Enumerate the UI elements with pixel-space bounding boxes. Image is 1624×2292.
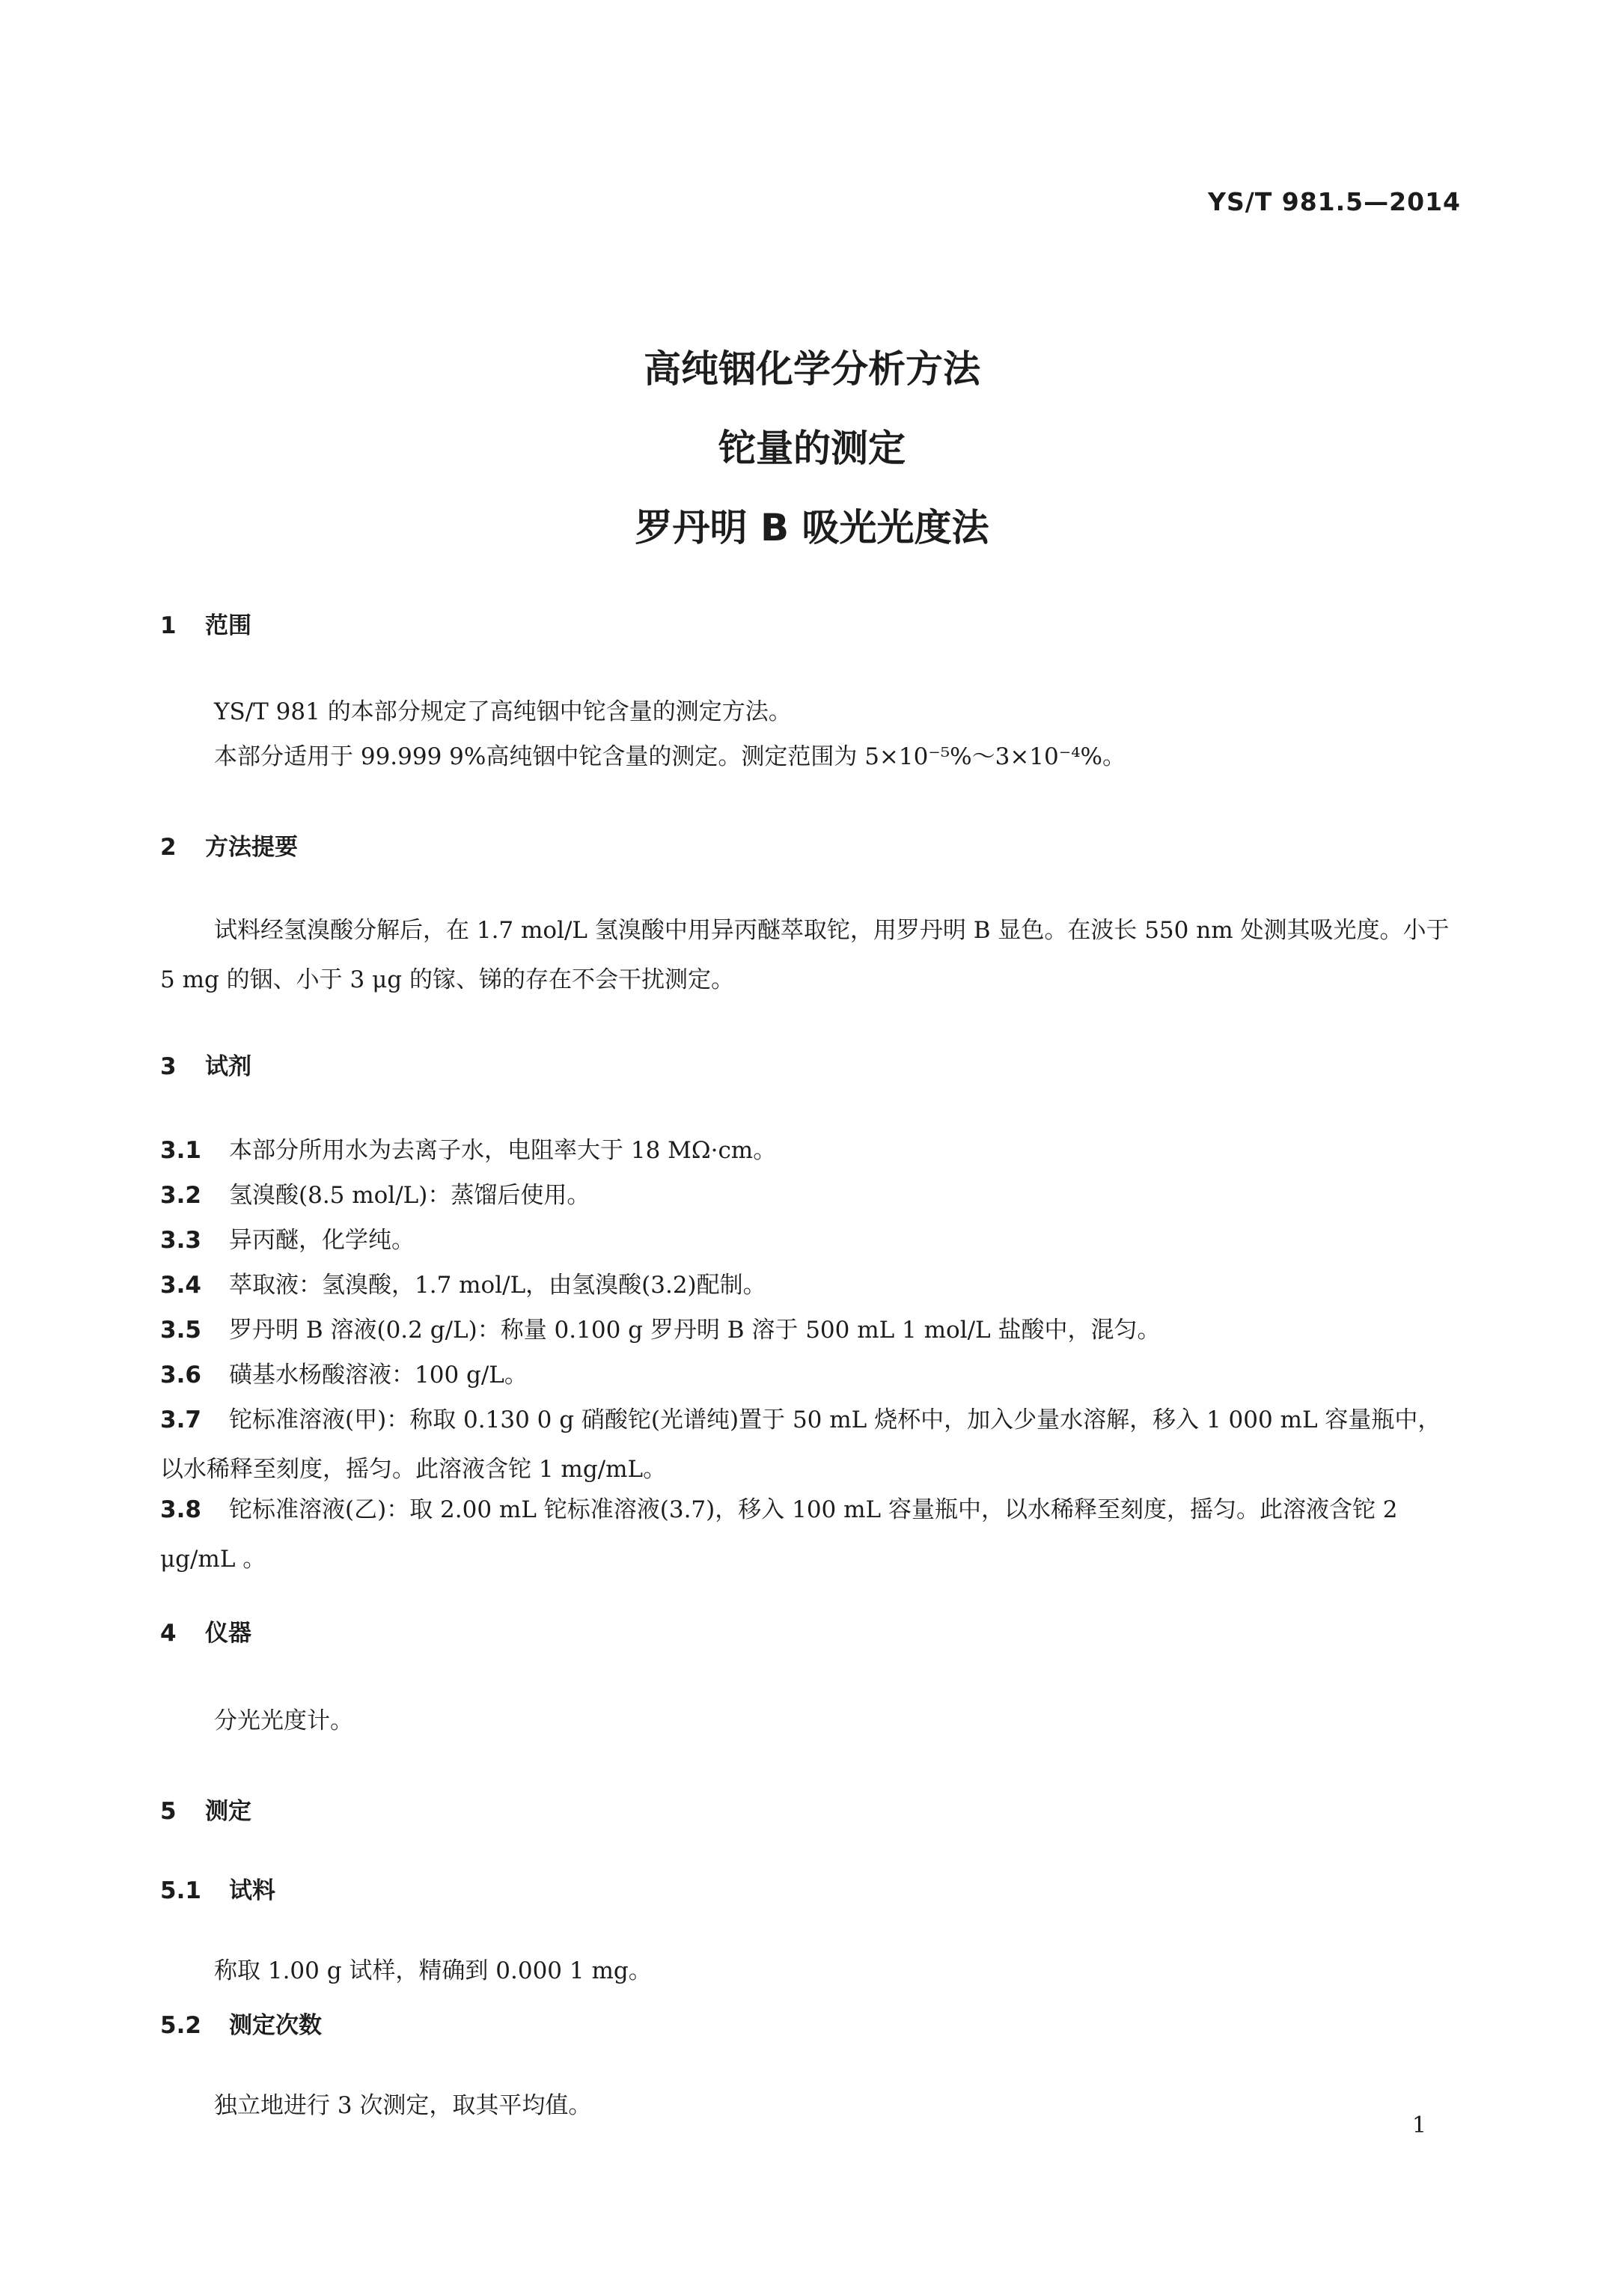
reagent-item bbox=[160, 1395, 1464, 1494]
reagent-item bbox=[160, 1350, 1464, 1400]
title-line-2: 铊量的测定 bbox=[718, 427, 906, 470]
item-number: 3.7 bbox=[160, 1406, 201, 1433]
section-number: 2 bbox=[160, 834, 177, 861]
standard-code: YS/T 981.5—2014 bbox=[1208, 187, 1461, 216]
section-5-heading bbox=[160, 1796, 251, 1826]
reagent-item bbox=[160, 1216, 1464, 1265]
item-number: 3.8 bbox=[160, 1496, 201, 1523]
section-5-2-paragraph-1: 独立地进行 3 次测定，取其平均值。 bbox=[214, 2092, 592, 2119]
section-1-paragraph-2: 本部分适用于 99.999 9%高纯铟中铊含量的测定。测定范围为 5×10⁻⁵%～3×10⁻⁴%。 bbox=[214, 743, 1126, 770]
section-1-heading bbox=[160, 611, 251, 641]
section-title: 测定次数 bbox=[229, 2012, 322, 2039]
section-number: 5.1 bbox=[160, 1877, 201, 1904]
section-number: 1 bbox=[160, 612, 177, 639]
section-5-2-heading bbox=[160, 2011, 322, 2040]
reagent-item bbox=[160, 1485, 1464, 1584]
item-text: 铊标准溶液(甲)：称取 0.130 0 g 硝酸铊(光谱纯)置于 50 mL 烧杯中，加入少量水溶解，移入 1 000 mL 容量瓶中，以水稀释至刻度，摇匀。此溶液含铊 1 mg/mL。 bbox=[160, 1406, 1441, 1483]
section-number: 3 bbox=[160, 1053, 177, 1080]
item-text: 异丙醚，化学纯。 bbox=[229, 1227, 415, 1254]
section-number: 4 bbox=[160, 1620, 177, 1647]
section-5-1-heading bbox=[160, 1876, 275, 1906]
reagent-item bbox=[160, 1126, 1464, 1175]
section-title: 方法提要 bbox=[205, 834, 298, 861]
item-text: 铊标准溶液(乙)：取 2.00 mL 铊标准溶液(3.7)，移入 100 mL 容量瓶中，以水稀释至刻度，摇匀。此溶液含铊 2 μg/mL 。 bbox=[160, 1496, 1398, 1573]
section-1-paragraph-1: YS/T 981 的本部分规定了高纯铟中铊含量的测定方法。 bbox=[214, 698, 792, 725]
item-text: 萃取液：氢溴酸，1.7 mol/L，由氢溴酸(3.2)配制。 bbox=[229, 1272, 766, 1299]
item-number: 3.6 bbox=[160, 1362, 201, 1389]
section-number: 5 bbox=[160, 1798, 177, 1825]
item-number: 3.4 bbox=[160, 1272, 201, 1299]
item-text: 本部分所用水为去离子水，电阻率大于 18 MΩ·cm。 bbox=[229, 1137, 777, 1164]
reagent-item bbox=[160, 1171, 1464, 1220]
item-text: 磺基水杨酸溶液：100 g/L。 bbox=[229, 1362, 528, 1389]
section-number: 5.2 bbox=[160, 2012, 201, 2039]
section-3-heading bbox=[160, 1052, 251, 1082]
section-title: 仪器 bbox=[205, 1620, 251, 1647]
page-number: 1 bbox=[1411, 2112, 1426, 2139]
title-line-1: 高纯铟化学分析方法 bbox=[644, 347, 980, 391]
section-title: 试剂 bbox=[205, 1053, 251, 1080]
title-line-3: 罗丹明 B 吸光光度法 bbox=[635, 506, 989, 549]
section-4-heading bbox=[160, 1618, 251, 1648]
item-text: 罗丹明 B 溶液(0.2 g/L)：称量 0.100 g 罗丹明 B 溶于 500 mL 1 mol/L 盐酸中，混匀。 bbox=[229, 1317, 1161, 1344]
section-title: 试料 bbox=[229, 1877, 275, 1904]
item-number: 3.3 bbox=[160, 1227, 201, 1254]
section-2-heading bbox=[160, 832, 298, 862]
item-text: 氢溴酸(8.5 mol/L)：蒸馏后使用。 bbox=[229, 1182, 590, 1209]
item-number: 3.1 bbox=[160, 1137, 201, 1164]
reagent-item bbox=[160, 1261, 1464, 1310]
section-title: 测定 bbox=[205, 1798, 251, 1825]
section-5-1-paragraph-1: 称取 1.00 g 试样，精确到 0.000 1 mg。 bbox=[214, 1957, 652, 1984]
reagent-item bbox=[160, 1305, 1464, 1355]
document-title bbox=[0, 329, 1624, 567]
section-2-paragraph-1: 试料经氢溴酸分解后，在 1.7 mol/L 氢溴酸中用异丙醚萃取铊，用罗丹明 B 显色。在波长 550 nm 处测其吸光度。小于 5 mg 的铟、小于 3 μg 的镓、锑的存在不会干扰测定。 bbox=[160, 917, 1450, 993]
item-number: 3.5 bbox=[160, 1317, 201, 1344]
item-number: 3.2 bbox=[160, 1182, 201, 1209]
section-title: 范围 bbox=[205, 612, 251, 639]
section-4-paragraph-1: 分光光度计。 bbox=[214, 1707, 353, 1734]
